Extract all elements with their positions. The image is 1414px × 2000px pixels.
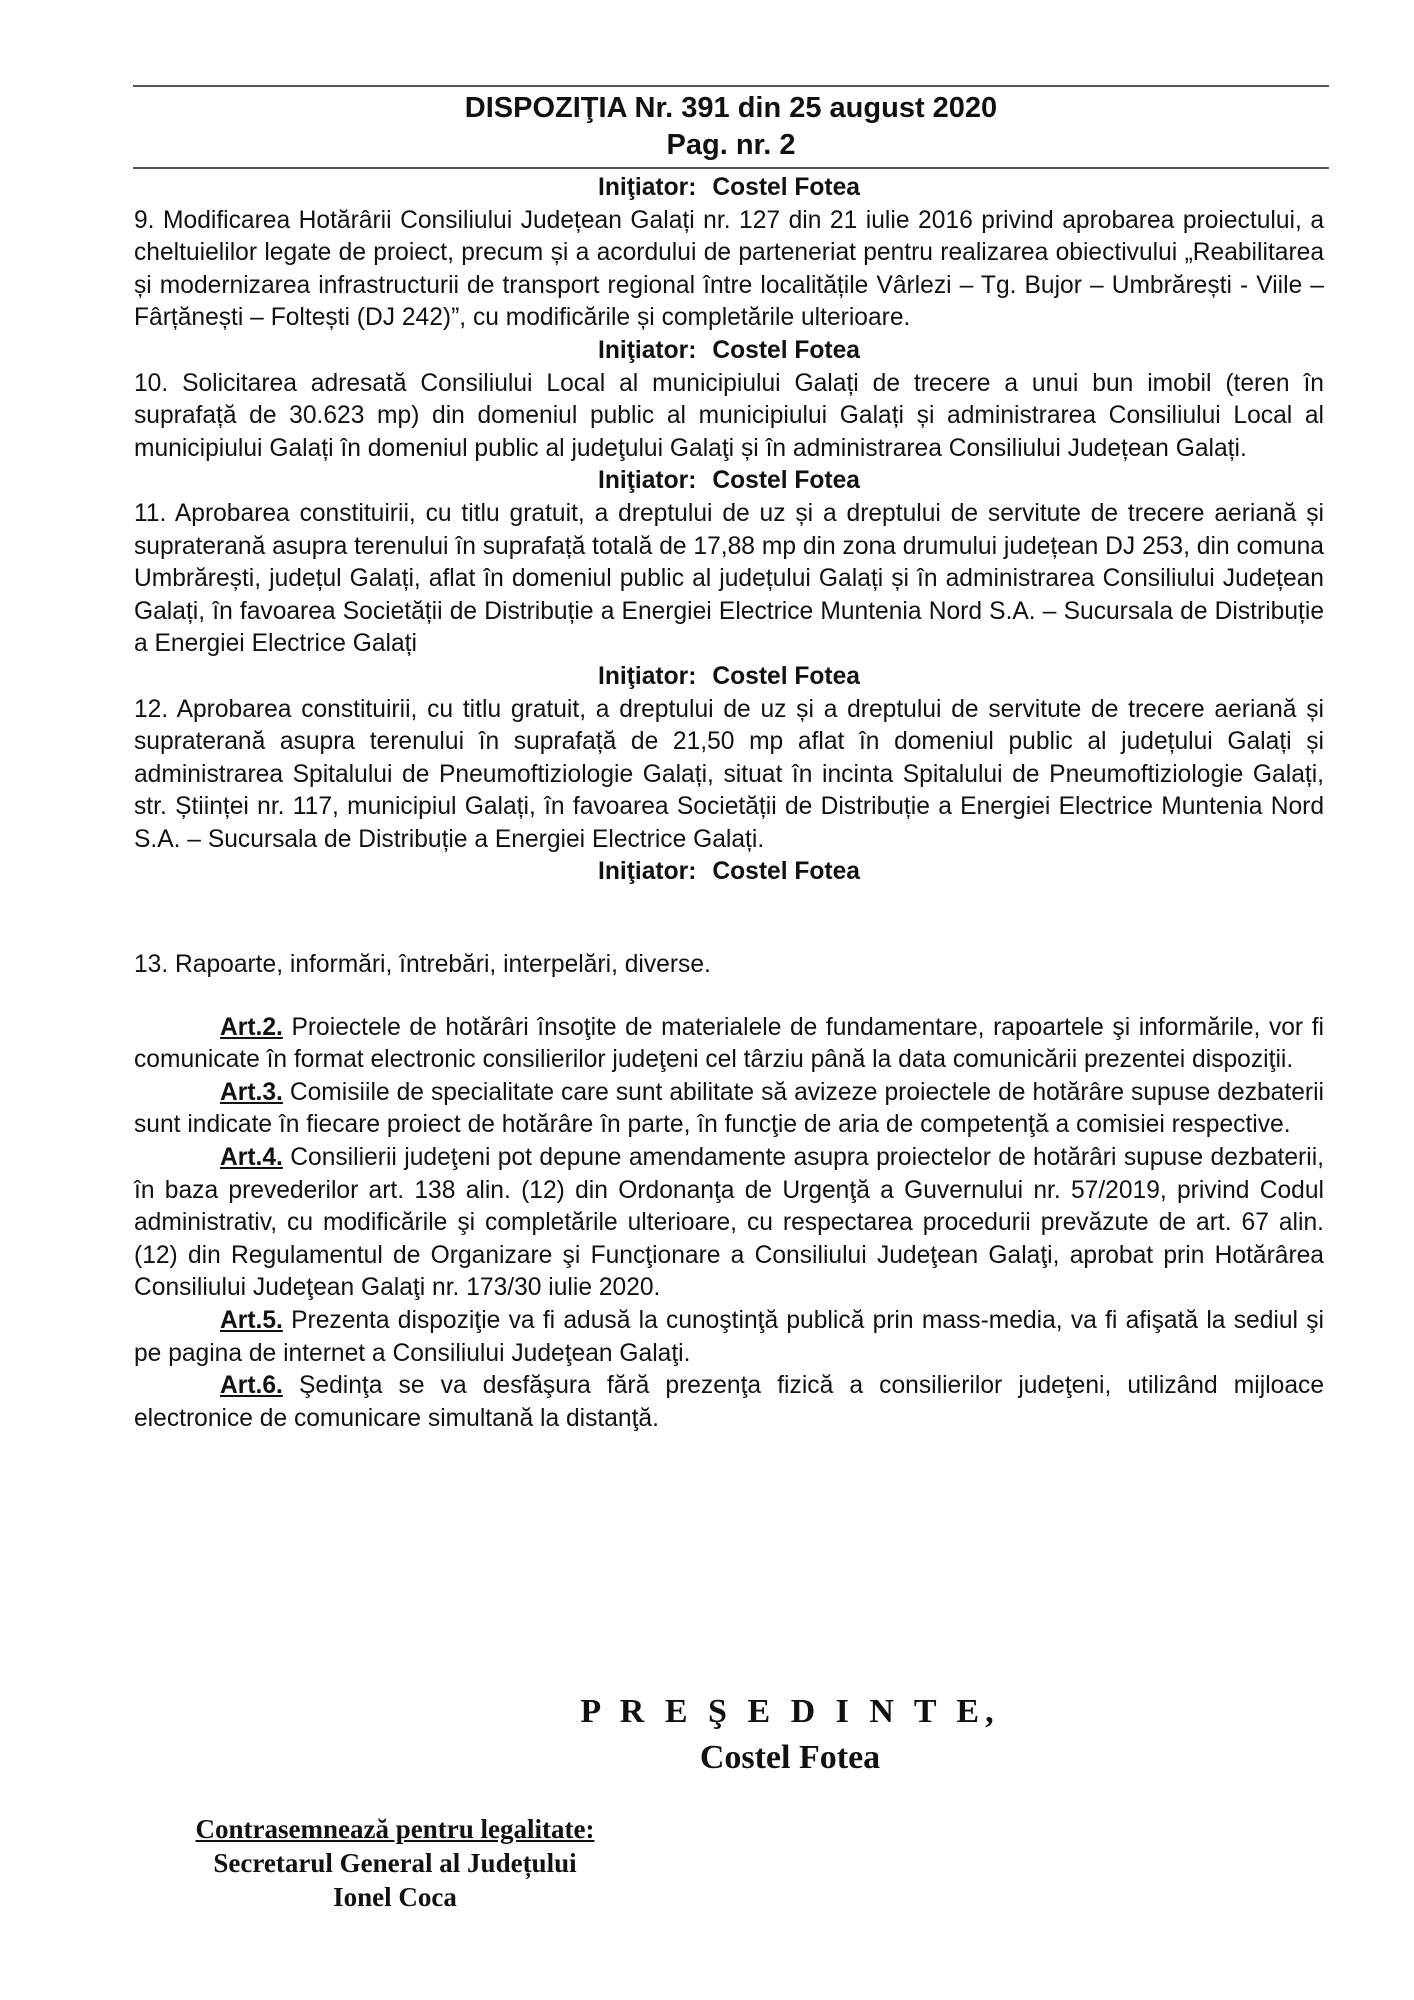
- countersign-heading: Contrasemnează pentru legalitate:: [195, 1814, 595, 1844]
- initiator-line: [134, 661, 1324, 694]
- president-title: P R E Ş E D I N T E,: [580, 1693, 1000, 1730]
- header-rule-bottom: [133, 167, 1329, 169]
- initiator-label: Iniţiator:: [598, 336, 697, 364]
- document-title: DISPOZIŢIA Nr. 391 din 25 august 2020: [464, 92, 998, 124]
- initiator-line: [134, 172, 1324, 205]
- secretary-name: Ionel Coca: [333, 1882, 457, 1912]
- initiator-line: [134, 335, 1324, 368]
- article-5-label: Art.5.: [220, 1307, 283, 1334]
- initiator-line: [134, 856, 1324, 889]
- document-body: [134, 172, 1324, 1435]
- initiator-name: Costel Fotea: [712, 858, 860, 886]
- article-4-text: Consilierii judeţeni pot depune amendamente asupra proiectelor de hotărâri supuse dezbaterii, în baza prevederilor art. 138 alin. (12) din Ordonanţa de Urgenţă a Guvernului nr. 57/2019, privind Codul administrativ, cu modificările şi completările ulterioare, cu respectarea procedurii prevăzute de art. 67 alin. (12) din Regulamentul de Organizare şi Funcţionare a Consiliului Judeţean Galaţi, aprobat prin Hotărârea Consiliului Judeţean Galaţi nr. 173/30 iulie 2020.: [134, 1144, 1324, 1302]
- initiator-name: Costel Fotea: [712, 467, 860, 495]
- president-name: Costel Fotea: [699, 1739, 881, 1776]
- initiator-label: Iniţiator:: [598, 858, 697, 886]
- article-6-text: Şedinţa se va desfăşura fără prezenţa fizică a consilierilor judeţeni, utilizând mijloace electronice de comunicare simultană la distanţă.: [134, 1372, 1324, 1432]
- page-number: Pag. nr. 2: [666, 129, 796, 161]
- initiator-name: Costel Fotea: [712, 662, 860, 690]
- initiator-label: Iniţiator:: [598, 467, 697, 495]
- initiator-name: Costel Fotea: [712, 336, 860, 364]
- article-3-label: Art.3.: [220, 1078, 283, 1106]
- agenda-item-9: 9. Modificarea Hotărârii Consiliului Județean Galați nr. 127 din 21 iulie 2016 privind aprobarea proiectului, a cheltuielilor legate de proiect, precum și a acordului de parteneriat pentru realizarea obiectivului „Reabilitarea și modernizarea infrastructurii de transport regional între localitățile Vârlezi – Tg. Bujor – Umbrărești - Viile – Fârțănești – Foltești (DJ 242)”, cu modificările și completările ulterioare.: [134, 206, 1324, 332]
- initiator-name: Costel Fotea: [712, 174, 860, 201]
- initiator-label: Iniţiator:: [598, 174, 697, 201]
- article-3: [134, 1077, 1324, 1142]
- initiator-label: Iniţiator:: [598, 662, 697, 690]
- article-4-label: Art.4.: [220, 1144, 283, 1172]
- spacer: [134, 889, 1324, 949]
- article-3-text: Comisiile de specialitate care sunt abilitate să avizeze proiectele de hotărâre supuse dezbaterii sunt indicate în fiecare proiect de hotărâre în parte, în funcţie de aria de competenţă a comisiei respective.: [134, 1078, 1324, 1139]
- article-6-label: Art.6.: [220, 1372, 283, 1400]
- agenda-item-11: 11. Aprobarea constituirii, cu titlu gratuit, a dreptului de uz și a dreptului de servitute de trecere aeriană și supraterană asupra terenului în suprafață totală de 17,88 mp din zona drumului județean DJ 253, din comuna Umbrărești, județul Galați, aflat în domeniul public al județului Galați și în administrarea Consiliului Județean Galați, în favoarea Societății de Distribuție a Energiei Electrice Muntenia Nord S.A. – Sucursala de Distribuție a Energiei Electrice Galați: [134, 499, 1324, 658]
- article-2-text: Proiectele de hotărâri însoţite de materialele de fundamentare, rapoartele şi informările, vor fi comunicate în format electronic consilierilor judeţeni cel târziu până la data comunicării prezentei dispoziţii.: [134, 1013, 1324, 1074]
- agenda-item-13: 13. Rapoarte, informări, întrebări, interpelări, diverse.: [134, 951, 711, 979]
- initiator-line: [134, 465, 1324, 498]
- header-rule-top: [133, 85, 1329, 87]
- secretary-title: Secretarul General al Județului: [213, 1848, 577, 1878]
- article-2-label: Art.2.: [220, 1013, 283, 1041]
- article-6: [134, 1370, 1324, 1435]
- agenda-item-10: 10. Solicitarea adresată Consiliului Local al municipiului Galați de trecere a unui bun imobil (teren în suprafață de 30.623 mp) din domeniul public al municipiului Galați și administrarea Consiliului Local al municipiului Galați în domeniul public al judeţului Galaţi și în administrarea Consiliului Județean Galați.: [134, 369, 1324, 462]
- article-5: [134, 1305, 1324, 1370]
- countersign-block: [150, 1812, 640, 1914]
- spacer: [134, 982, 1324, 1012]
- agenda-item-12: 12. Aprobarea constituirii, cu titlu gratuit, a dreptului de uz și a dreptului de servitute de trecere aeriană și supraterană asupra terenului în suprafață de 21,50 mp aflat în domeniul public al județului Galați și administrarea Spitalului de Pneumoftiziologie Galați, situat în incinta Spitalului de Pneumoftiziologie Galați, str. Științei nr. 117, municipiul Galați, în favoarea Societății de Distribuție a Energiei Electrice Muntenia Nord S.A. – Sucursala de Distribuție a Energiei Electrice Galați.: [134, 695, 1324, 853]
- article-4: [134, 1142, 1324, 1305]
- article-5-text: Prezenta dispoziţie va fi adusă la cunoştinţă publică prin mass-media, va fi afişată la sediul şi pe pagina de internet a Consiliului Judeţean Galaţi.: [134, 1307, 1324, 1367]
- article-2: [134, 1012, 1324, 1077]
